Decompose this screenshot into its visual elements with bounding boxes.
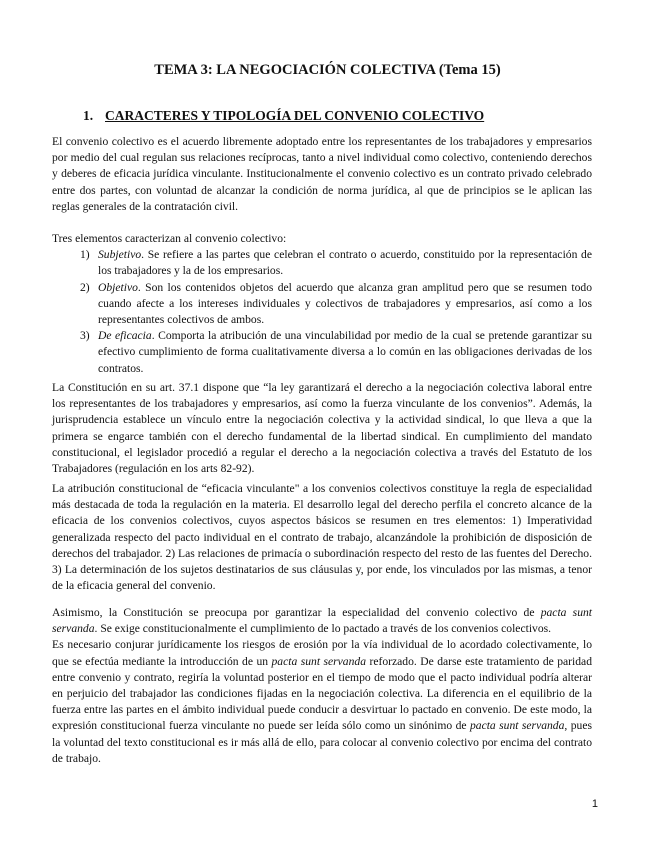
italic-term: pacta sunt servanda [52,606,593,636]
text-run: reforzado. De darse este tratamiento de paridad entre convenio y contrato, regiría la voluntad posterior en el tiempo de modo que el pacto individual podría alterar en perjuicio del trabajador las condiciones fijadas en la negociación colectiva. La diferencia en el equilibrio de la fuerza entre las partes en el ámbito individual puede conducir a desvirtuar lo pactado en convenio. De este modo, la expresión constitucional fuerza vinculante no puede ser leída sólo como un sinónimo de [52,654,592,733]
paragraph-definition [52,134,592,215]
paragraph-text [52,637,592,767]
element-description: . Comporta la atribución de una vinculabilidad por medio de la cual se pretende garantizar su efectivo cumplimiento de forma cualitativamente diversa a lo común en las obligaciones derivadas de los contratos. [98,329,592,375]
list-marker: 3) [80,329,90,343]
section-heading-text: CARACTERES Y TIPOLOGÍA DEL CONVENIO COLECTIVO [105,108,485,123]
paragraph-text: El convenio colectivo es el acuerdo libremente adoptado entre los representantes de los trabajadores y empresarios por medio del cual regulan sus relaciones recíprocas, tanto a nivel individual como colectivo, conteniendo derechos y deberes de eficacia jurídica vinculante. Institucionalmente el convenio colectivo es un contrato privado celebrado entre dos partes, con voluntad de alcanzar la condición de norma jurídica, al que de principios se le aplican las reglas generales de la contratación civil. [52,135,592,213]
section-number: 1. [83,108,94,123]
elements-intro: Tres elementos caracterizan al convenio colectivo: [52,232,287,245]
list-marker: 2) [80,280,90,294]
paragraph-pacta-sunt-servanda [52,605,592,767]
paragraph-text [52,605,592,637]
text-run: Asimismo, la Constitución se preocupa por garantizar la especialidad del convenio colectivo de [52,606,541,619]
paragraph-binding-effect [52,481,592,594]
section-heading [83,107,484,124]
elements-section [52,231,592,377]
page-number: 1 [591,798,598,810]
elements-list [52,247,592,377]
italic-term: pacta sunt servanda [469,719,565,733]
element-term: De eficacia [98,329,152,343]
paragraph-text: La atribución constitucional de “eficacia vinculante" a los convenios colectivos constituye la regla de especialidad más destacada de toda la regulación en la materia. El desarrollo legal del derecho perfila el concreto alcance de la eficacia de los convenios colectivos, cuyos aspectos básicos se resumen en tres elementos: 1) Imperatividad generalizada respecto del pacto individual en el contrato de trabajo, alcanzándole la prohibición de disposición de derechos del trabajador. 2) Las relaciones de primacía o subordinación respecto del resto de las fuentes del Derecho. 3) La determinación de los sujetos destinatarios de sus cláusulas y, por ende, los vinculados por las mismas, a tenor de la eficacia general del convenio. [52,482,592,593]
list-item [52,280,592,329]
document-title: TEMA 3: LA NEGOCIACIÓN COLECTIVA (Tema 15) [154,62,501,78]
element-term: Objetivo [98,280,138,294]
text-run: . Se exige constitucionalmente el cumplimiento de lo pactado a través de los convenios colectivos. [94,622,552,636]
paragraph-constitution [52,380,592,477]
text-run: , pues la voluntad del texto constitucional es ir más allá de ello, para colocar al convenio colectivo por encima del contrato de trabajo. [52,719,592,765]
paragraph-text: La Constitución en su art. 37.1 dispone que “la ley garantizará el derecho a la negociación colectiva laboral entre los representantes de los trabajadores y empresarios, así como la fuerza vinculante de los convenios”. Además, la jurisprudencia establece un vínculo entre la negociación colectiva y la actividad sindical, lo que lleva a que la primera se engarce también con el derecho fundamental de la libertad sindical. En cumplimiento del mandato constitucional, el legislador procedió a regular el derecho a la negociación colectiva a través del Estatuto de los Trabajadores (regulación en los arts 82-92). [52,381,592,476]
list-marker: 1) [80,248,90,262]
list-item [52,328,592,377]
list-item [52,247,592,279]
italic-term: pacta sunt servanda [271,654,366,668]
element-description: . Son los contenidos objetos del acuerdo que alcanza gran amplitud pero que se resumen todo cuando afecte a los intereses individuales y colectivos de trabajadores y empresarios, así como a los representantes colectivos de ambos. [98,280,592,327]
element-description: . Se refiere a las partes que celebran el contrato o acuerdo, constituido por la representación de los trabajadores y la de los empresarios. [98,248,592,278]
text-run: Es necesario conjurar jurídicamente los riesgos de erosión por la vía individual de lo acordado colectivamente, lo que se efectúa mediante la introducción de un [52,638,592,668]
element-term: Subjetivo [98,248,142,262]
